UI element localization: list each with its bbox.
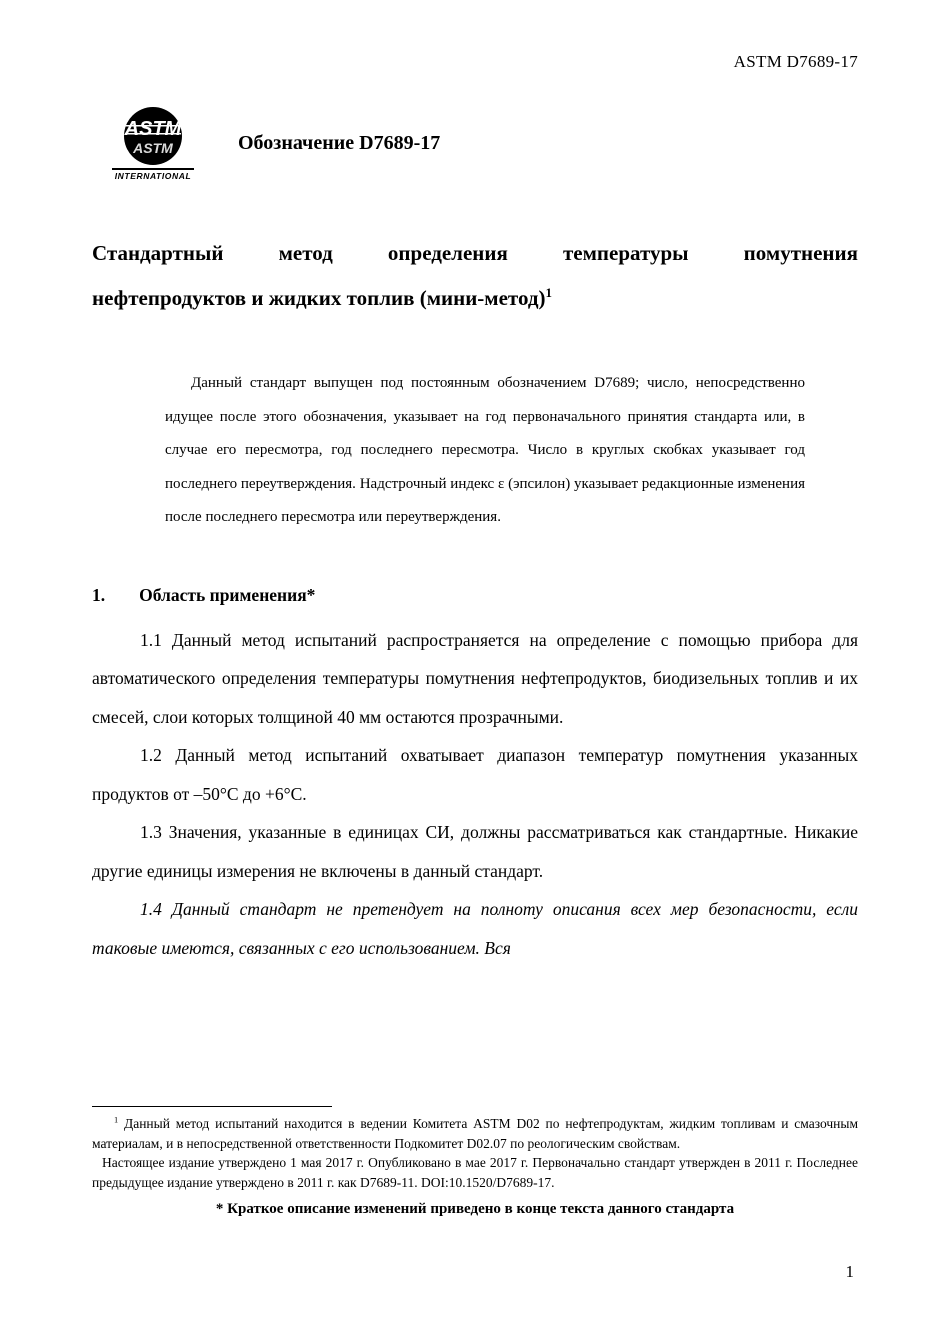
section-1-number: 1. bbox=[92, 584, 106, 605]
document-title-line1: Стандартный метод определения температуры помутнения bbox=[92, 241, 858, 265]
document-title bbox=[92, 231, 858, 321]
astm-logo bbox=[112, 106, 194, 181]
section-1-title: Область применения* bbox=[139, 584, 316, 605]
designation-label: Обозначение D7689-17 bbox=[238, 132, 441, 154]
changes-summary-note: * Краткое описание изменений приведено в конце текста данного стандарта bbox=[215, 1201, 735, 1217]
footnote-separator-rule bbox=[92, 1106, 332, 1107]
document-title-line2-text: нефтепродуктов и жидких топлив (мини-метод) bbox=[92, 286, 546, 310]
paragraph-1-1: 1.1 Данный метод испытаний распространяется на определение с помощью прибора для автоматического определения температуры помутнения нефтепродуктов, биодизельных топлив и их смесей, слои которых толщиной 40 мм остаются прозрачными. bbox=[92, 629, 858, 727]
paragraph-1-4: 1.4 Данный стандарт не претендует на полноту описания всех мер безопасности, если таковые имеются, связанных с его использованием. Вся bbox=[92, 899, 858, 958]
section-1-heading bbox=[92, 585, 858, 606]
paragraph-1-2: 1.2 Данный метод испытаний охватывает диапазон температур помутнения указанных продуктов от –50°C до +6°C. bbox=[92, 745, 858, 804]
astm-logo-international-text: INTERNATIONAL bbox=[112, 168, 194, 181]
footnote-1 bbox=[92, 1114, 858, 1153]
footnote-2: Настоящее издание утверждено 1 мая 2017 г. Опубликовано в мае 2017 г. Первоначально стандарт утвержден в 2011 г. Последнее предыдущее издание утверждено в 2011 г. как D7689-11. DOI:10.1520/D7689-17. bbox=[92, 1155, 858, 1190]
page-number: 1 bbox=[845, 1262, 854, 1281]
section-1-body bbox=[92, 621, 858, 968]
astm-logo-text-primary: ASTM bbox=[124, 118, 182, 140]
document-header-reference: ASTM D7689-17 bbox=[733, 52, 858, 71]
astm-logo-mark bbox=[113, 106, 193, 170]
astm-logo-text-secondary: ASTM bbox=[133, 140, 173, 156]
standard-designation-abstract: Данный стандарт выпущен под постоянным обозначением D7689; число, непосредственно идущее после этого обозначения, указывает на год первоначального принятия стандарта или, в случае его пересмотра, год последнего пересмотра. Число в круглых скобках указывает год последнего переутверждения. Надстрочный индекс ε (эпсилон) указывает редакционные изменения после последнего пересмотра или переутверждения. bbox=[165, 375, 805, 525]
paragraph-1-3: 1.3 Значения, указанные в единицах СИ, должны рассматриваться как стандартные. Никакие другие единицы измерения не включены в данный стандарт. bbox=[92, 822, 858, 881]
footnote-area bbox=[92, 1106, 858, 1218]
footnote-1-text: Данный метод испытаний находится в ведении Комитета ASTM D02 по нефтепродуктам, жидким топливам и смазочным материалам, и в непосредственной ответственности Подкомитет D02.07 по реологическим свойствам. bbox=[92, 1116, 858, 1151]
footnote-1-marker: 1 bbox=[114, 1115, 119, 1125]
designation-row bbox=[112, 106, 858, 181]
title-footnote-marker: 1 bbox=[545, 285, 552, 300]
document-title-line2 bbox=[92, 276, 858, 321]
